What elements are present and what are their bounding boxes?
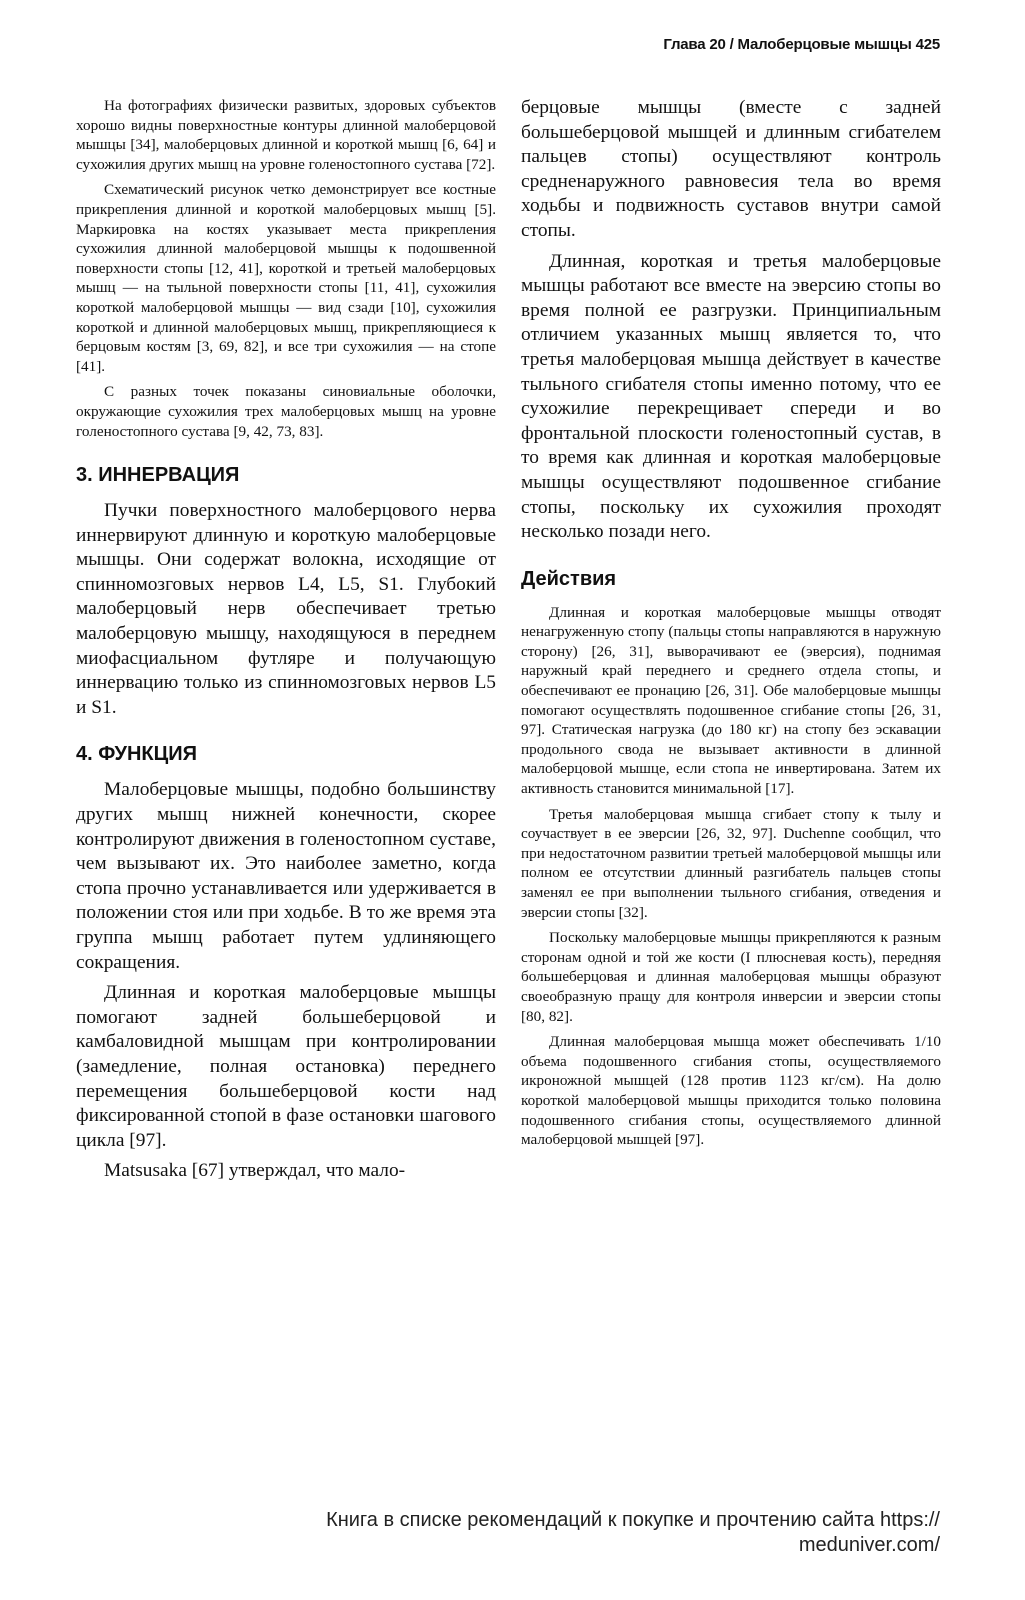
paragraph: Длинная малоберцовая мышца может обеспечивать 1/10 объема подошвенного сгибания стопы, осуществляемого икроножной мышцей (128 против 1123 кг/см). На долю короткой малоберцовой мышцы приходится только половина подошвенного сгибания стопы, осуществляемого длинной малоберцовой мышцей [97].: [521, 1033, 941, 1149]
paragraph: Поскольку малоберцовые мышцы прикрепляются к разным сторонам одной и той же кости (I плюсневая кость), передняя большеберцовая и длинная малоберцовая мышцы образуют своеобразную пращу для контроля инверсии и эверсии стопы [80, 82].: [521, 929, 941, 1025]
section-heading-function: 4. ФУНКЦИЯ: [76, 743, 197, 766]
paragraph: Третья малоберцовая мышца сгибает стопу к тылу и соучаствует в ее эверсии [26, 32, 97]. Duchenne сообщил, что при недостаточном развитии третьей малоберцовой мышцы или полном ее отсутствии длинный разгибатель пальцев стопы заменял ее при выполнении тыльного сгибания, отведения и эверсии стопы [32].: [521, 805, 941, 921]
paragraph: Длинная и короткая малоберцовые мышцы отводят ненагруженную стопу (пальцы стопы направляются в наружную сторону) [26, 31], выворачивают ее (эверсия), поднимая наружный край переднего и среднего отдела стопы, и обеспечивают ее пронацию [26, 31]. Обе малоберцовые мышцы помогают осуществлять подошвенное сгибание стопы [26, 31, 97]. Статическая нагрузка (до 180 кг) на стопу без эскавации продольного свода не вызывает активности в длинной малоберцовой мышце, если стопа не инвертирована. Затем их активность становится минимальной [17].: [521, 603, 941, 798]
paragraph: Длинная, короткая и третья малоберцовые мышцы работают все вместе на эверсию стопы во время полной ее разгрузки. Принципиальным отличием указанных мышц является то, что третья малоберцовая мышца действует в качестве тыльного сгибателя стопы именно потому, что ее сухожилие перекрещивает спереди и во фронтальной плоскости голеностопный сустав, в то время как длинная и короткая малоберцовые мышцы осуществляют подошвенное сгибание стопы, поскольку их сухожилия проходят несколько позади него.: [521, 250, 941, 543]
section-heading-actions: Действия: [521, 567, 617, 590]
paragraph: Малоберцовые мышцы, подобно большинству других мышц нижней конечности, скорее контролируют движения в голеностопном суставе, чем вызывают их. Это наиболее заметно, когда стопа прочно устанавливается или удерживается в положении стоя или при ходьбе. В то же время эта группа мышц работает путем удлиняющего сокращения.: [76, 779, 496, 973]
running-head: Глава 20 / Малоберцовые мышцы 425: [663, 36, 940, 53]
section-heading-innervation: 3. ИННЕРВАЦИЯ: [76, 464, 240, 487]
paragraph: Пучки поверхностного малоберцового нерва иннервируют длинную и короткую малоберцовые мышцы. Они содержат волокна, исходящие от спинномозговых нервов L4, L5, S1. Глубокий малоберцовый нерв обеспечивает третью малоберцовую мышцу, находящуюся в переднем миофасциальном футляре и получающую иннервацию только из спинномозговых нервов L5 и S1.: [76, 500, 496, 718]
site-watermark: [150, 1508, 940, 1558]
watermark-line: Книга в списке рекомендаций к покупке и прочтению сайта https://: [326, 1509, 940, 1531]
paragraph: берцовые мышцы (вместе с задней большеберцовой мышцей и длинным сгибателем пальцев стопы) осуществляют контроль средненаружного равновесия тела во время ходьбы и подвижность суставов внутри самой стопы.: [521, 97, 941, 241]
paragraph: На фотографиях физически развитых, здоровых субъектов хорошо видны поверхностные контуры длинной малоберцовой мышцы [34], малоберцовых длинной и короткой мышц [6, 64] и сухожилия других мышц на уровне голеностопного сустава [72].: [76, 97, 496, 173]
paragraph: Схематический рисунок четко демонстрирует все костные прикрепления длинной и короткой малоберцовых мышц [5]. Маркировка на костях указывает места прикрепления сухожилия длинной малоберцовой мышцы к подошвенной поверхности стопы [12, 41], короткой и третьей малоберцовых мышц — на тыльной поверхности стопы [11, 41], сухожилия короткой малоберцовой мышцы — вид сзади [10], сухожилия короткой и длинной малоберцовых мышц, прикрепляющиеся к берцовым костям [3, 69, 82], и все три сухожилия — на стопе [41].: [76, 181, 496, 375]
watermark-line: meduniver.com/: [798, 1534, 940, 1556]
left-column: [76, 96, 496, 1184]
right-column: [521, 96, 941, 1150]
paragraph: Matsusaka [67] утверждал, что мало-: [104, 1160, 406, 1182]
paragraph: Длинная и короткая малоберцовые мышцы помогают задней большеберцовой и камбаловидной мышцам при контролировании (замедление, полная остановка) переднего перемещения большеберцовой кости над фиксированной стопой в фазе остановки шагового цикла [97].: [76, 982, 496, 1151]
paragraph: С разных точек показаны синовиальные оболочки, окружающие сухожилия трех малоберцовых мышц на уровне голеностопного сустава [9, 42, 73, 83].: [76, 383, 496, 440]
